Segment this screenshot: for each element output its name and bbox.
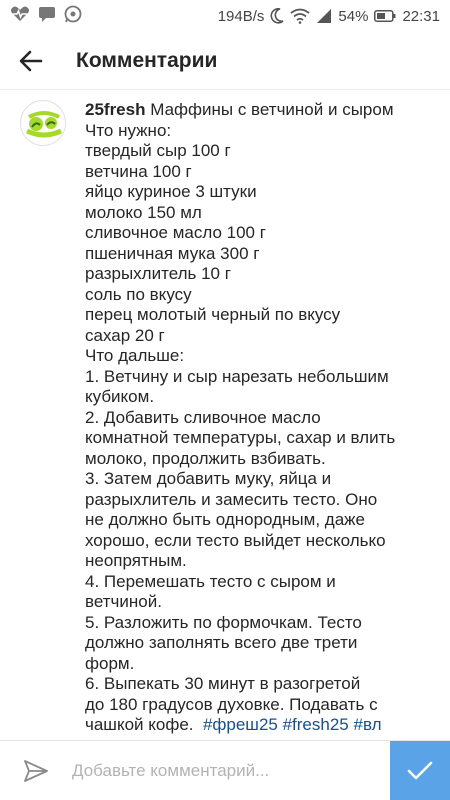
comment: [0, 100, 450, 740]
comment-line: разрыхлитель 10 г: [85, 264, 231, 283]
hashtag-link[interactable]: #вл: [353, 715, 382, 734]
comment-line: хорошо, если тесто выйдет несколько: [85, 530, 386, 550]
comment-line: 3. Затем добавить муку, яйца и: [85, 469, 332, 488]
fresh25-logo: [21, 101, 66, 146]
comment-last-line: [85, 715, 425, 736]
comment-line: твердый сыр 100 г: [85, 141, 231, 160]
comment-line: 1. Ветчину и сыр нарезать небольшим: [85, 366, 389, 386]
comment-line: комнатной температуры, сахар и влить: [85, 428, 396, 447]
hashtag-link[interactable]: #фреш25: [202, 715, 278, 734]
status-bar: [0, 0, 450, 32]
comment-line: молоко, продолжить взбивать.: [85, 448, 326, 468]
battery-percent: 54%: [338, 7, 369, 25]
hashtag-link[interactable]: #fresh25: [282, 715, 349, 734]
comment-line: соль по вкусу: [85, 284, 192, 304]
comment-line: ветчиной.: [85, 592, 162, 611]
comment-line: пшеничная мука 300 г: [85, 243, 260, 263]
comment-body: [85, 100, 425, 736]
comment-line: чашкой кофе.: [85, 715, 194, 734]
comment-line: 2. Добавить сливочное масло: [85, 407, 321, 427]
comment-line: разрыхлитель и замесить тесто. Оно: [85, 489, 378, 509]
comment-line: 5. Разложить по формочкам. Тесто: [85, 612, 362, 632]
network-speed: 194B/s: [217, 7, 265, 25]
back-button[interactable]: [2, 32, 60, 90]
comment-line: Что дальше:: [85, 346, 185, 365]
comment-line: Маффины с ветчиной и сыром: [150, 100, 394, 119]
comment-line: Что нужно:: [85, 120, 172, 140]
app-header: [0, 32, 450, 90]
post-comment-button[interactable]: [390, 741, 450, 800]
comment-line: ветчина 100 г: [85, 161, 192, 181]
comment-line: неопрятным.: [85, 551, 187, 570]
comment-first-line: [85, 100, 425, 121]
heartbeat-icon: [10, 5, 30, 27]
comment-line: молоко 150 мл: [85, 202, 202, 222]
comment-line: до 180 градусов духовке. Подавать с: [85, 694, 378, 714]
paper-plane-icon: [23, 759, 49, 783]
whatsapp-icon: [64, 5, 82, 27]
arrow-left-icon: [19, 50, 43, 72]
chat-icon: [38, 5, 56, 27]
comment-input[interactable]: [72, 761, 372, 781]
comment-line: форм.: [85, 653, 135, 673]
moon-icon: [270, 8, 284, 24]
comment-line: сливочное масло 100 г: [85, 223, 266, 242]
comment-bar: [0, 740, 450, 800]
comment-line: 6. Выпекать 30 минут в разогретой: [85, 674, 361, 693]
direct-share-button[interactable]: [0, 741, 72, 800]
comment-line: перец молотый черный по вкусу: [85, 305, 341, 324]
comment-line: 4. Перемешать тесто с сыром и: [85, 571, 336, 591]
signal-icon: [316, 8, 332, 24]
comment-line: кубиком.: [85, 387, 155, 406]
battery-icon: [374, 10, 396, 22]
comment-username[interactable]: 25fresh: [85, 100, 146, 119]
comment-line: сахар 20 г: [85, 325, 165, 345]
comment-line: яйцо куриное 3 штуки: [85, 182, 257, 201]
avatar[interactable]: [20, 100, 66, 146]
comment-line: не должно быть однородным, даже: [85, 510, 365, 529]
page-title: Комментарии: [76, 48, 218, 72]
clock: 22:31: [402, 7, 440, 25]
checkmark-icon: [407, 761, 433, 781]
wifi-icon: [290, 8, 310, 24]
comment-line: должно заполнять всего две трети: [85, 633, 358, 652]
